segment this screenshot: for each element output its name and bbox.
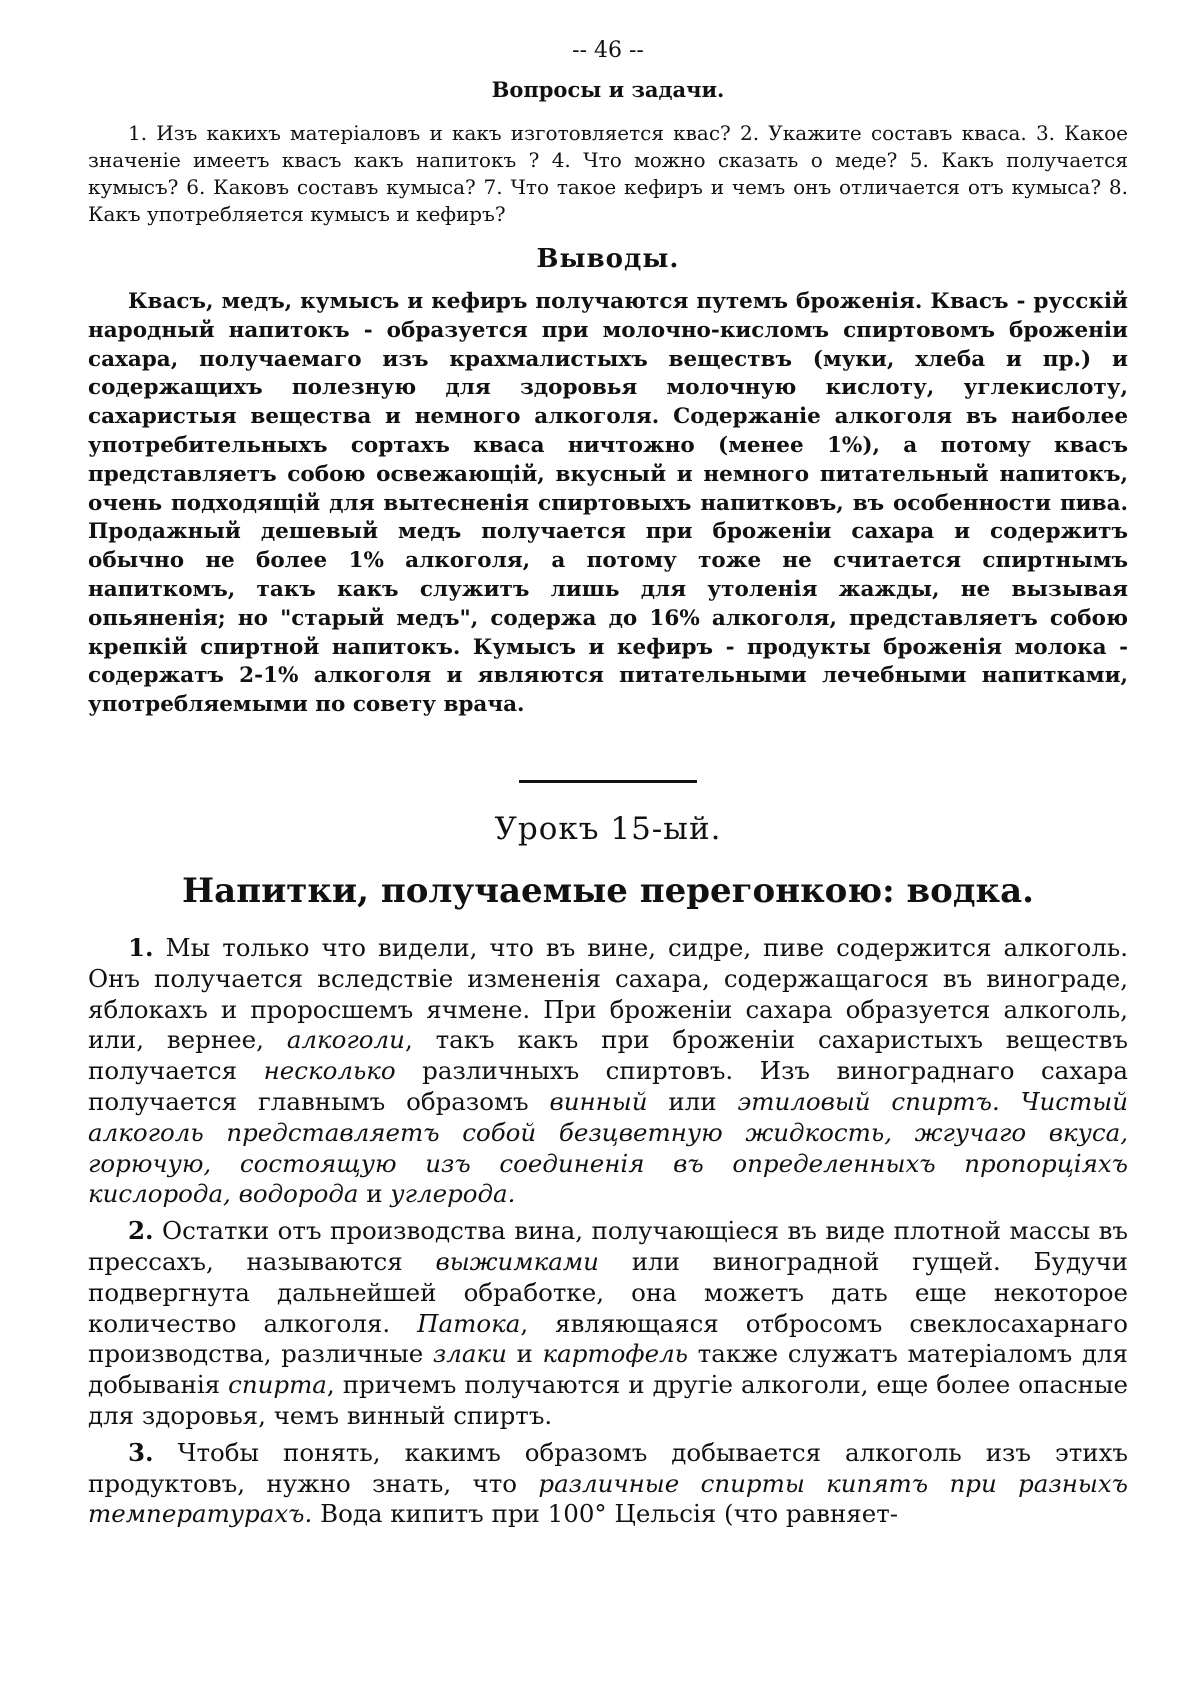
text-run: Мы только что видели, что въ вине, сидре, пиве содержится алкоголь. Онъ получается вследствіе измененія сахара, содержащагося въ винограде, яблокахъ и проросшемъ ячмене. При броженіи сахара образуется алкоголь, или, вернее,	[88, 932, 1128, 1055]
text-run: или виноградной гущей. Будучи подвергнута дальнейшей обработке, она можетъ дать еще некоторое количество алкоголя.	[88, 1246, 1128, 1338]
paragraph-number: 1.	[128, 932, 154, 962]
text-run: Остатки отъ производства вина, получающіеся въ виде плотной массы въ прессахъ, называются	[88, 1216, 1128, 1276]
paragraph-1	[88, 933, 1128, 1210]
conclusions-heading: Выводы.	[536, 244, 680, 274]
text-run: , являющаяся отбросомъ свеклосахарнаго производства, различные	[88, 1308, 1128, 1369]
questions-paragraph: 1. Изъ какихъ матеріаловъ и какъ изготовляется квас? 2. Укажите составъ кваса. 3. Какое значеніе имеетъ квасъ какъ напитокъ ? 4. Что можно сказать о меде? 5. Какъ получается кумысъ? 6. Каковъ составъ кумыса? 7. Что такое кефиръ и чемъ онъ отличается отъ кумыса? 8. Какъ употребляется кумысъ и кефиръ?	[88, 121, 1128, 226]
italic-run: картофель	[542, 1339, 689, 1369]
italic-run: несколько	[263, 1056, 396, 1086]
italic-run: злаки	[432, 1339, 507, 1369]
text-run: Чтобы понять, какимъ образомъ добывается алкоголь изъ этихъ продуктовъ, нужно знать, что	[88, 1437, 1128, 1498]
text-run: Вода кипитъ при 100° Цельсія (что равняет-	[312, 1499, 899, 1529]
paragraph-number: 2.	[128, 1216, 154, 1246]
italic-run: Патока	[417, 1308, 521, 1338]
text-run: различныхъ спиртовъ. Изъ винограднаго сахара получается главнымъ образомъ	[88, 1056, 1128, 1116]
text-run: и	[506, 1339, 543, 1369]
text-run: или	[647, 1086, 738, 1116]
page-number: -- 46 --	[572, 38, 644, 63]
questions-heading: Вопросы и задачи.	[491, 77, 725, 102]
italic-run: спирта	[228, 1370, 327, 1400]
italic-run: выжимками	[435, 1246, 599, 1276]
section-divider	[519, 780, 697, 783]
paragraph-2	[88, 1216, 1128, 1432]
italic-run: этиловый спиртъ. Чистый алкоголь представляетъ собой безцветную жидкость, жгучаго вкуса, горючую, состоящую изъ соединенія въ определенныхъ пропорціяхъ кислорода, водорода	[88, 1086, 1128, 1209]
italic-run: винный	[549, 1086, 648, 1116]
text-run: , такъ какъ при броженіи сахаристыхъ веществъ получается	[88, 1025, 1128, 1086]
text-run: и	[358, 1179, 391, 1209]
italic-run: углерода.	[390, 1179, 516, 1209]
section-title: Напитки, получаемые перегонкою: водка.	[182, 870, 1034, 911]
lesson-title: Урокъ 15-ый.	[494, 810, 722, 847]
italic-run: алкоголи	[286, 1025, 405, 1055]
text-run: также служатъ матеріаломъ для добыванія	[88, 1339, 1128, 1400]
paragraph-3	[88, 1438, 1128, 1530]
document-page	[88, 30, 1128, 1536]
paragraph-number: 3.	[128, 1437, 154, 1467]
conclusions-paragraph: Квасъ, медъ, кумысъ и кефиръ получаются путемъ броженія. Квасъ - русскій народный напитокъ - образуется при молочно-кисломъ спиртовомъ броженіи сахара, получаемаго изъ крахмалистыхъ веществъ (муки, хлеба и пр.) и содержащихъ полезную для здоровья молочную кислоту, углекислоту, сахаристыя вещества и немного алкоголя. Содержаніе алкоголя въ наиболее употребительныхъ сортахъ кваса ничтожно (менее 1%), а потому квасъ представляетъ собою освежающій, вкусный и немного питательный напитокъ, очень подходящій для вытесненія спиртовыхъ напитковъ, въ особенности пива. Продажный дешевый медъ получается при броженіи сахара и содержитъ обычно не более 1% алкоголя, а потому тоже не считается спиртнымъ напиткомъ, такъ какъ служитъ лишь для утоленія жажды, не вызывая опьяненія; но "старый медъ", содержа до 16% алкоголя, представляетъ собою крепкій спиртной напитокъ. Кумысъ и кефиръ - продукты броженія молока - содержатъ 2-1% алкоголя и являются питательными лечебными напитками, употребляемыми по совету врача.	[88, 289, 1128, 718]
text-run: , причемъ получаются и другіе алкоголи, еще более опасные для здоровья, чемъ винный спиртъ.	[88, 1370, 1128, 1430]
italic-run: различные спирты кипятъ при разныхъ температурахъ.	[88, 1468, 1128, 1529]
